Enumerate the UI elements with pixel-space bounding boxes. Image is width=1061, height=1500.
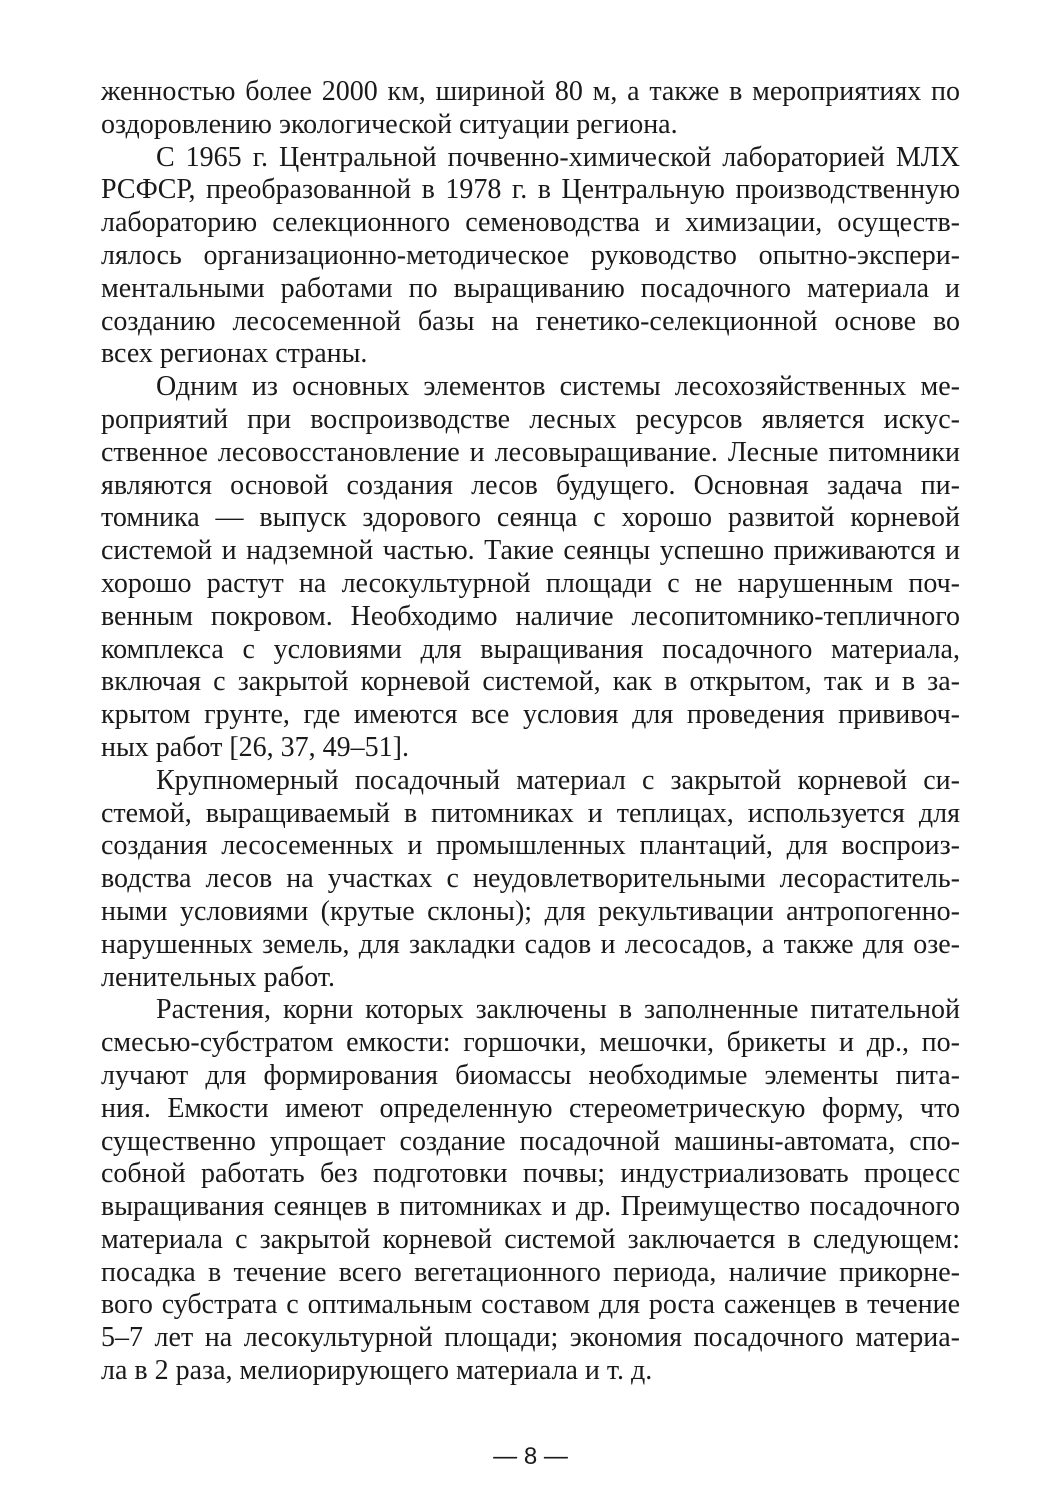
text-line: стемой, выращиваемый в питомниках и теплицах, используется для (101, 797, 960, 829)
text-line: ния. Емкости имеют определенную стереометрическую форму, что (101, 1092, 960, 1124)
text-line: ственное лесовосстановление и лесовыращивание. Лесные питомники (101, 436, 960, 468)
text-line: ленительных работ. (101, 961, 336, 993)
text-line: Одним из основных элементов системы лесохозяйственных ме- (156, 371, 960, 403)
paragraph (101, 76, 960, 142)
document-body (101, 76, 960, 1388)
paragraph (101, 994, 960, 1388)
text-line: оздоровлению экологической ситуации региона. (101, 108, 678, 140)
text-line: создания лесосеменных и промышленных плантаций, для воспроиз- (101, 830, 960, 862)
text-line: комплекса с условиями для выращивания посадочного материала, (101, 633, 960, 665)
text-line: Крупномерный посадочный материал с закрытой корневой си- (156, 764, 960, 796)
text-line: Растения, корни которых заключены в заполненные питательной (156, 994, 960, 1026)
text-line: выращивания сеянцев в питомниках и др. Преимущество посадочного (101, 1191, 960, 1223)
text-line: существенно упрощает создание посадочной машины-автомата, спо- (101, 1125, 960, 1157)
text-line: собной работать без подготовки почвы; индустриализовать процесс (101, 1158, 960, 1190)
text-line: лялось организационно-методическое руководство опытно-экспери- (101, 239, 960, 271)
text-line: вого субстрата с оптимальным составом для роста саженцев в течение (101, 1289, 960, 1321)
text-line: роприятий при воспроизводстве лесных ресурсов является искус- (101, 403, 960, 435)
paragraph (101, 765, 960, 995)
text-line: водства лесов на участках с неудовлетворительными лесораститель- (101, 863, 960, 895)
text-line: смесью-субстратом емкости: горшочки, мешочки, брикеты и др., по- (101, 1027, 960, 1059)
page-number: — 8 — (493, 1443, 568, 1470)
text-line: лабораторию селекционного семеноводства и химизации, осуществ- (101, 207, 960, 239)
text-line: ных работ [26, 37, 49–51]. (101, 731, 409, 763)
text-line: созданию лесосеменной базы на генетико-селекционной основе во (101, 305, 960, 337)
text-line: лучают для формирования биомассы необходимые элементы пита- (101, 1059, 960, 1091)
text-line: включая с закрытой корневой системой, как в открытом, так и в за- (101, 666, 960, 698)
text-line: материала с закрытой корневой системой заключается в следующем: (101, 1223, 960, 1255)
text-line: всех регионах страны. (101, 338, 368, 370)
text-line: нарушенных земель, для закладки садов и лесосадов, а также для озе- (101, 928, 960, 960)
text-line: РСФСР, преобразованной в 1978 г. в Центральную производственную (101, 174, 960, 206)
text-line: являются основой создания лесов будущего. Основная задача пи- (101, 469, 960, 501)
text-line: томника — выпуск здорового сеянца с хорошо развитой корневой (101, 502, 960, 534)
text-line: С 1965 г. Центральной почвенно-химической лабораторией МЛХ (156, 141, 960, 173)
text-line: ными условиями (крутые склоны); для рекультивации антропогенно- (101, 895, 960, 927)
text-line: 5–7 лет на лесокультурной площади; экономия посадочного материа- (101, 1322, 960, 1354)
text-line: женностью более 2000 км, шириной 80 м, а также в мероприятиях по (101, 76, 960, 107)
text-line: ла в 2 раза, мелиорирующего материала и т. д. (101, 1355, 653, 1387)
text-line: посадка в течение всего вегетационного периода, наличие прикорне- (101, 1256, 960, 1288)
text-line: системой и надземной частью. Такие сеянцы успешно приживаются и (101, 535, 960, 567)
text-line: крытом грунте, где имеются все условия для проведения прививоч- (101, 699, 960, 731)
text-line: хорошо растут на лесокультурной площади с не нарушенным поч- (101, 567, 960, 599)
paragraph (101, 142, 960, 372)
paragraph (101, 371, 960, 765)
text-line: ментальными работами по выращиванию посадочного материала и (101, 272, 960, 304)
text-line: венным покровом. Необходимо наличие лесопитомнико-тепличного (101, 600, 960, 632)
